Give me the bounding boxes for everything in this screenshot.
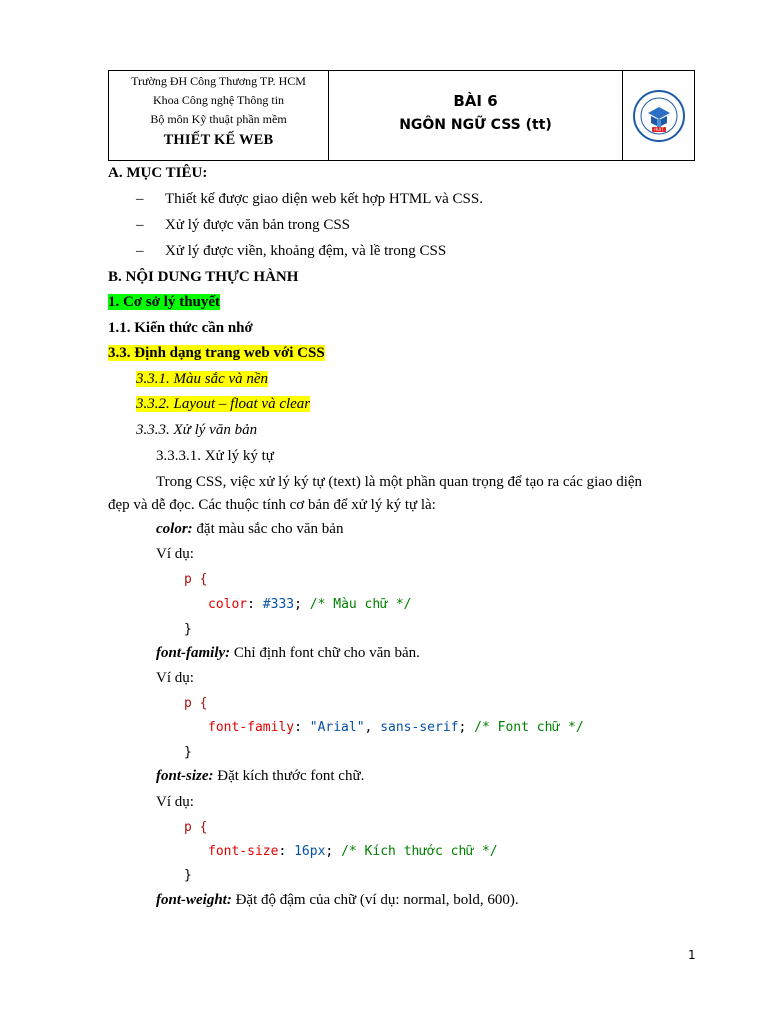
code-line: p { <box>184 820 208 835</box>
code-line: } <box>184 745 192 760</box>
heading-theory: 1. Cơ sở lý thuyết <box>108 294 221 310</box>
heading-knowledge: 1.1. Kiến thức cần nhớ <box>108 320 253 336</box>
dash: – <box>136 217 144 233</box>
section-a-title: A. MỤC TIÊU: <box>108 165 208 181</box>
code-line: } <box>184 622 192 637</box>
intro-paragraph-line-1: Trong CSS, việc xử lý ký tự (text) là một phần quan trọng để tạo ra các giao diện <box>156 474 643 490</box>
course-title: THIẾT KẾ WEB <box>163 132 274 148</box>
logo-text: HUIT <box>653 126 664 132</box>
property-font-size: font-size: Đặt kích thước font chữ. <box>156 768 365 784</box>
header-lesson-cell <box>329 71 623 160</box>
property-color: color: đặt màu sắc cho văn bản <box>156 521 344 537</box>
property-font-weight: font-weight: Đặt độ đậm của chữ (ví dụ: normal, bold, 600). <box>156 892 519 908</box>
code-line: p { <box>184 572 208 587</box>
intro-paragraph-line-2: đẹp và dễ đọc. Các thuộc tính cơ bản để xử lý ký tự là: <box>108 497 436 513</box>
code-line: font-size: 16px; /* Kích thước chữ */ <box>208 844 498 859</box>
org-faculty: Khoa Công nghệ Thông tin <box>152 93 285 107</box>
example-label: Ví dụ: <box>156 794 194 810</box>
header-logo-cell <box>623 71 694 160</box>
heading-text-processing: 3.3.3. Xử lý văn bản <box>136 422 258 438</box>
dash: – <box>136 243 144 259</box>
org-department: Bộ môn Kỹ thuật phần mềm <box>150 112 287 126</box>
header-table <box>108 70 695 161</box>
lesson-title: NGÔN NGỮ CSS (tt) <box>399 117 552 133</box>
dash: – <box>136 191 144 207</box>
section-b-title: B. NỘI DUNG THỰC HÀNH <box>108 269 299 285</box>
code-line: } <box>184 868 192 883</box>
example-label: Ví dụ: <box>156 546 194 562</box>
heading-layout-float: 3.3.2. Layout – float và clear <box>136 396 311 412</box>
example-label: Ví dụ: <box>156 670 194 686</box>
heading-color-background: 3.3.1. Màu sắc và nền <box>136 371 269 387</box>
university-logo-icon <box>632 89 686 143</box>
heading-css-formatting: 3.3. Định dạng trang web với CSS <box>108 345 325 361</box>
property-font-family: font-family: Chỉ định font chữ cho văn bản. <box>156 645 420 661</box>
objective-item-3: Xử lý được viền, khoảng đệm, và lề trong CSS <box>165 243 447 259</box>
heading-character-processing: 3.3.3.1. Xử lý ký tự <box>156 448 274 464</box>
header-org-cell <box>109 71 329 160</box>
objective-item-1: Thiết kế được giao diện web kết hợp HTML và CSS. <box>165 191 483 207</box>
code-line: p { <box>184 696 208 711</box>
code-line: color: #333; /* Màu chữ */ <box>208 597 412 612</box>
lesson-number: BÀI 6 <box>453 92 498 110</box>
page-number: 1 <box>688 948 696 962</box>
code-line: font-family: "Arial", sans-serif; /* Font chữ */ <box>208 720 584 735</box>
org-university: Trường ĐH Công Thương TP. HCM <box>131 74 306 88</box>
objective-item-2: Xử lý được văn bản trong CSS <box>165 217 351 233</box>
